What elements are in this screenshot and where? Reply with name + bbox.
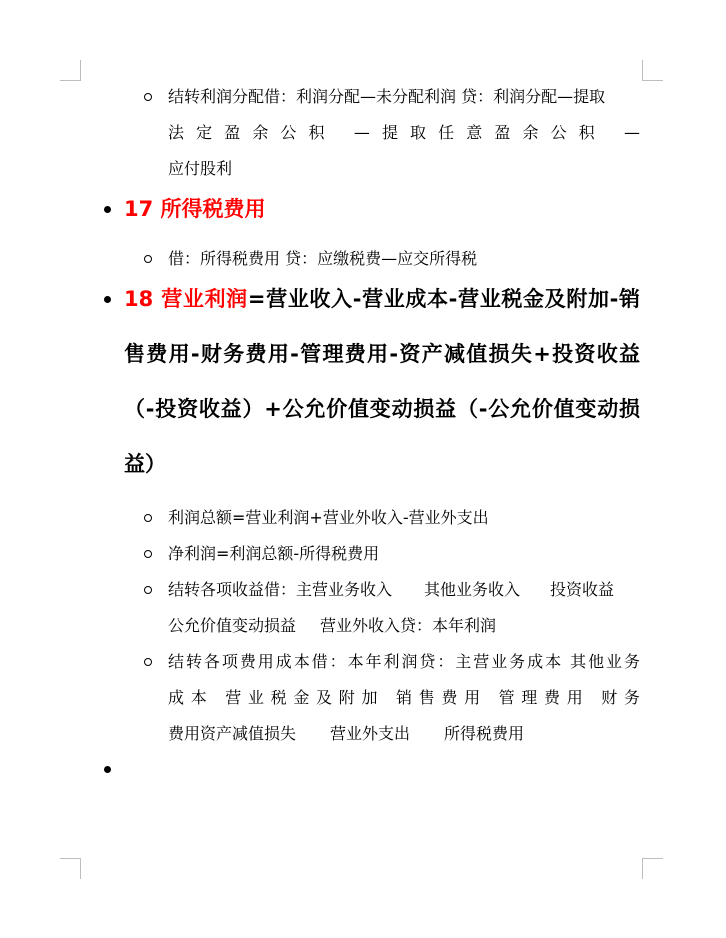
hollow-bullet-icon <box>144 93 152 101</box>
sub-item-net-profit <box>168 536 640 572</box>
crop-mark-bottom-left <box>60 858 81 879</box>
line: 应付股利 <box>168 159 233 178</box>
hollow-bullet-icon <box>144 586 152 594</box>
main-item-18 <box>124 272 640 492</box>
line: 18 营业利润=营业收入-营业成本-营业税金及附加-销 <box>124 287 641 311</box>
line: 结转各项费用成本借：本年利润贷：主营业务成本 其他业务 <box>168 652 640 671</box>
hollow-bullet-icon <box>144 550 152 558</box>
filled-bullet-icon <box>104 766 111 773</box>
filled-bullet-icon <box>104 206 111 213</box>
line: 结转利润分配借：利润分配—未分配利润 贷：利润分配—提取 <box>168 87 606 106</box>
crop-mark-bottom-right <box>642 858 663 879</box>
sub-item-total-profit <box>168 500 640 536</box>
empty-list-item <box>124 766 640 776</box>
main-item-17: 17 所得税费用 <box>124 191 640 227</box>
sub-item-transfer-revenue <box>168 572 640 644</box>
line: 利润总额=营业利润+营业外收入-营业外支出 <box>168 508 489 527</box>
line: 结转各项收益借：主营业务收入 其他业务收入 投资收益 <box>168 580 615 599</box>
sub-item-transfer-expenses <box>168 644 640 752</box>
line: （-投资收益）+公允价值变动损益（-公允价值变动损 <box>124 397 640 421</box>
crop-mark-top-right <box>642 60 663 81</box>
line: 售费用-财务费用-管理费用-资产减值损失+投资收益 <box>124 342 640 366</box>
sub-item-profit-distribution <box>168 79 640 187</box>
crop-mark-top-left <box>60 60 81 81</box>
hollow-bullet-icon <box>144 658 152 666</box>
line: 公允价值变动损益 营业外收入贷：本年利润 <box>168 616 497 635</box>
hollow-bullet-icon <box>144 514 152 522</box>
line: 成本 营业税金及附加 销售费用 管理费用 财务 <box>168 688 640 707</box>
line: 借：所得税费用 贷：应缴税费—应交所得税 <box>168 249 478 268</box>
line: 费用资产减值损失 营业外支出 所得税费用 <box>168 724 525 743</box>
line: 净利润=利润总额-所得税费用 <box>168 544 380 563</box>
line: 法定盈余公积 —提取任意盈余公积 — <box>168 123 640 142</box>
line: 益） <box>124 452 166 476</box>
filled-bullet-icon <box>104 296 111 303</box>
hollow-bullet-icon <box>144 255 152 263</box>
